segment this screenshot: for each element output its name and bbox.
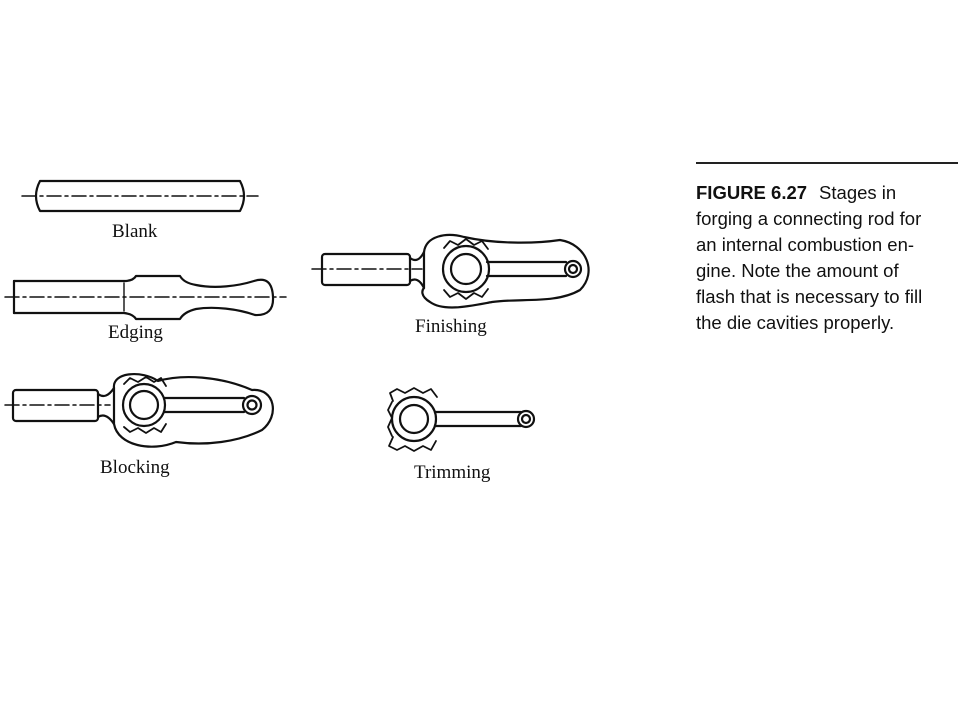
blocking-label: Blocking	[100, 457, 170, 478]
blocked-rod-icon	[5, 374, 273, 447]
finishing-label: Finishing	[415, 316, 487, 337]
trimmed-connecting-rod-icon	[388, 388, 534, 451]
trimming-label: Trimming	[414, 462, 491, 483]
figure-number: FIGURE 6.27	[696, 182, 808, 203]
finished-rod-with-flash-icon	[312, 235, 589, 307]
blank-label: Blank	[112, 221, 158, 242]
edging-label: Edging	[108, 322, 163, 343]
caption-first-line	[696, 180, 958, 206]
caption-first-text: Stages in	[819, 182, 897, 203]
caption-line: flash that is necessary to fill	[696, 286, 923, 307]
edged-bar-icon	[5, 276, 286, 319]
caption-line: the die cavities properly.	[696, 312, 895, 333]
figure-caption	[696, 162, 958, 336]
caption-line: forging a connecting rod for	[696, 208, 922, 229]
caption-line: an internal combustion en-	[696, 234, 915, 255]
blank-bar-icon	[22, 181, 258, 211]
caption-line: gine. Note the amount of	[696, 260, 899, 281]
